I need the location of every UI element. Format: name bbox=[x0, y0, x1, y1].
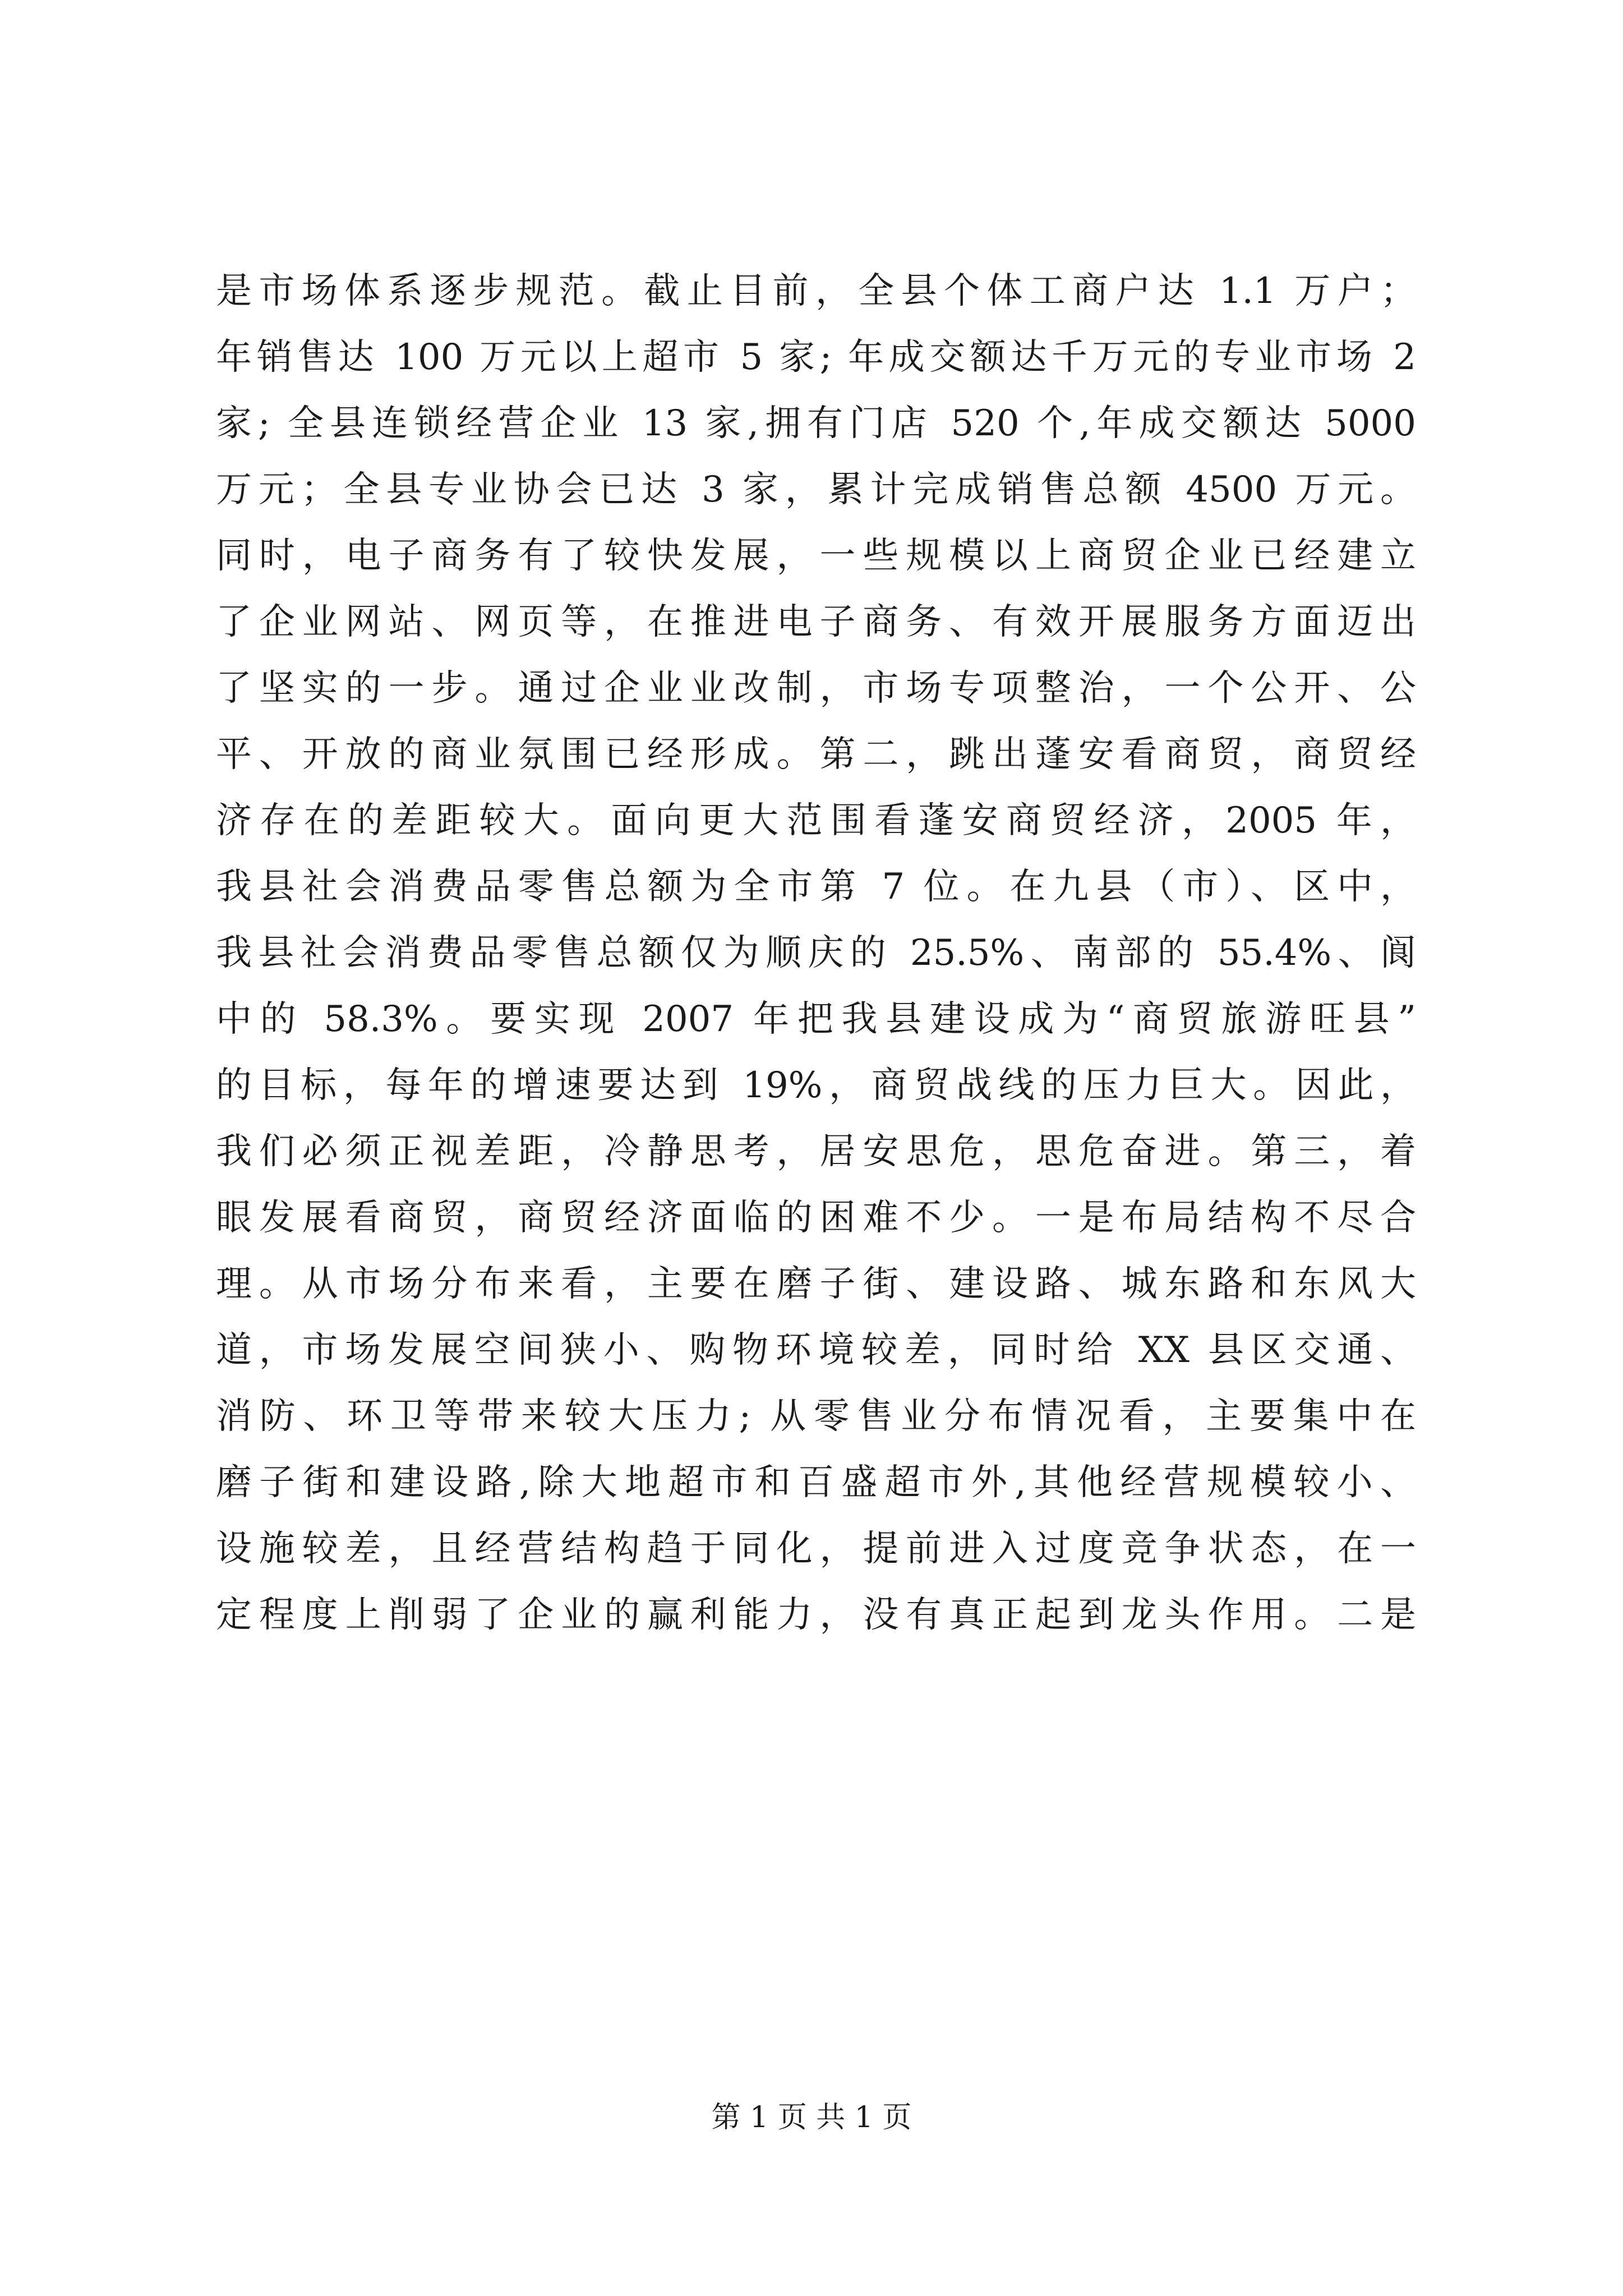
text-line: 了企业网站、网页等，在推进电子商务、有效开展服务方面迈出 bbox=[216, 601, 1416, 643]
body-text bbox=[216, 258, 1416, 1648]
text-line: 的目标，每年的增速要达到 19%，商贸战线的压力巨大。因此， bbox=[216, 1065, 1416, 1106]
text-line: 理。从市场分布来看，主要在磨子街、建设路、城东路和东风大 bbox=[216, 1263, 1416, 1305]
text-line: 道，市场发展空间狭小、购物环境较差，同时给 XX 县区交通、 bbox=[216, 1329, 1416, 1371]
text-line: 磨子街和建设路,除大地超市和百盛超市外,其他经营规模较小、 bbox=[216, 1462, 1416, 1503]
text-line: 同时，电子商务有了较快发展，一些规模以上商贸企业已经建立 bbox=[216, 535, 1416, 577]
text-line: 眼发展看商贸，商贸经济面临的困难不少。一是布局结构不尽合 bbox=[216, 1197, 1416, 1239]
text-line: 平、开放的商业氛围已经形成。第二，跳出蓬安看商贸，商贸经 bbox=[216, 734, 1416, 775]
text-line: 我县社会消费品零售总额为全市第 7 位。在九县（市）、区中， bbox=[216, 866, 1416, 908]
text-line: 我县社会消费品零售总额仅为顺庆的 25.5%、南部的 55.4%、阆 bbox=[216, 932, 1416, 974]
text-line: 济存在的差距较大。面向更大范围看蓬安商贸经济，2005 年， bbox=[216, 800, 1416, 841]
text-line: 我们必须正视差距，冷静思考，居安思危，思危奋进。第三，着 bbox=[216, 1131, 1416, 1172]
text-line: 年销售达 100 万元以上超市 5 家; 年成交额达千万元的专业市场 2 bbox=[216, 337, 1416, 378]
page-footer: 第 1 页 共 1 页 bbox=[711, 2101, 912, 2134]
text-line: 消防、环卫等带来较大压力; 从零售业分布情况看，主要集中在 bbox=[216, 1396, 1416, 1437]
text-line: 设施较差，且经营结构趋于同化，提前进入过度竞争状态，在一 bbox=[216, 1528, 1416, 1570]
text-line: 中的 58.3%。要实现 2007 年把我县建设成为“商贸旅游旺县” bbox=[216, 999, 1416, 1040]
text-line: 定程度上削弱了企业的赢利能力，没有真正起到龙头作用。二是 bbox=[216, 1594, 1416, 1636]
text-line: 家; 全县连锁经营企业 13 家,拥有门店 520 个,年成交额达 5000 bbox=[216, 403, 1416, 444]
text-line: 了坚实的一步。通过企业业改制，市场专项整治，一个公开、公 bbox=[216, 668, 1416, 709]
text-line: 是市场体系逐步规范。截止目前，全县个体工商户达 1.1 万户； bbox=[216, 270, 1416, 312]
text-line: 万元；全县专业协会已达 3 家，累计完成销售总额 4500 万元。 bbox=[216, 469, 1416, 510]
